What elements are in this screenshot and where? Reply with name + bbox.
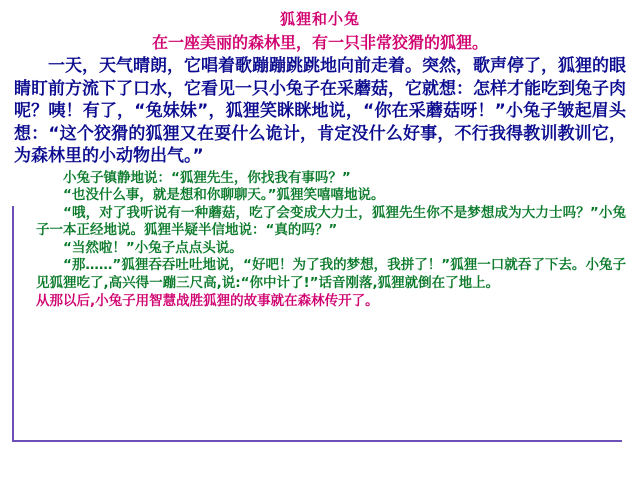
paragraph-intro: 在一座美丽的森林里，有一只非常狡猾的狐狸。 bbox=[151, 33, 488, 52]
corner-rule bbox=[12, 440, 26, 442]
bottom-underline-rule bbox=[26, 440, 622, 442]
paragraph-conclusion: 从那以后,小兔子用智慧战胜狐狸的故事就在森林传开了。 bbox=[36, 293, 379, 310]
dialogue-line: “哦，对了我听说有一种蘑菇，吃了会变成大力士，狐狸先生你不是梦想成为大力士吗？”小兔子一本正经地说。狐狸半疑半信地说：“真的吗？” bbox=[36, 204, 626, 239]
page-title: 狐狸和小兔 bbox=[279, 10, 360, 28]
left-border-rule bbox=[12, 206, 14, 442]
dialogue-line: “那……”狐狸吞吞吐吐地说，“好吧！为了我的梦想，我拼了！”狐狸一口就吞了下去。小兔子见狐狸吃了,高兴得一蹦三尺高,说:“你中计了!”话音刚落,狐狸就倒在了地上。 bbox=[36, 257, 626, 291]
dialogue-line: 小兔子镇静地说：“狐狸先生，你找我有事吗？” bbox=[63, 169, 351, 186]
dialogue-line: “当然啦！”小兔子点点头说。 bbox=[63, 239, 243, 256]
paragraph-body: 一天，天气晴朗，它唱着歌蹦蹦跳跳地向前走着。突然，歌声停了，狐狸的眼睛盯前方流下了口水，它看见一只小兔子在采蘑菇，它就想：怎样才能吃到兔子肉呢？咦！有了，“兔妹妹”，狐狸笑眯眯地说，“你在采蘑菇呀！”小兔子皱起眉头想：“这个狡猾的狐狸又在耍什么诡计，肯定没什么好事，不行我得教训教训它，为森林里的小动物出气。” bbox=[14, 56, 626, 167]
dialogue-block bbox=[14, 170, 626, 293]
dialogue-line: “也没什么事，就是想和你聊聊天。”狐狸笑嘻嘻地说。 bbox=[63, 187, 385, 204]
